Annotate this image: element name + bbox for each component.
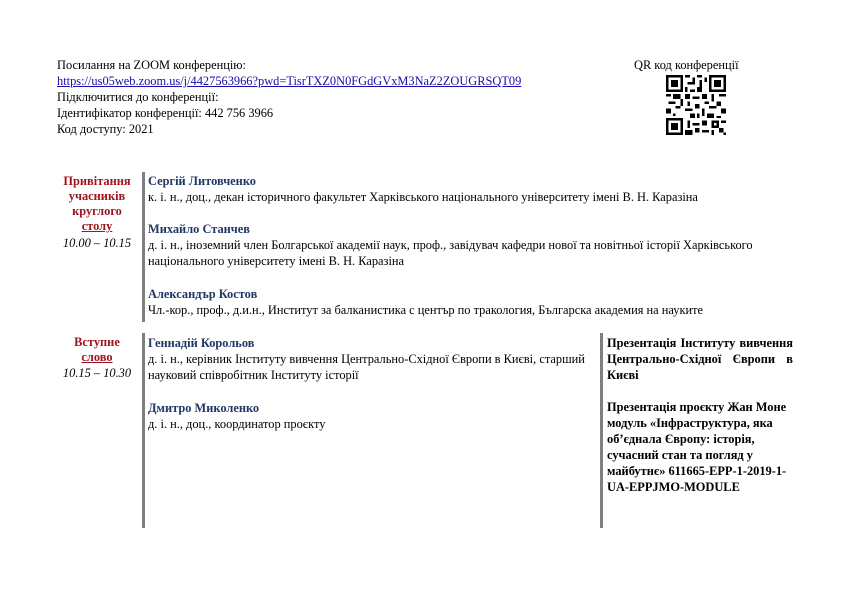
zoom-label: Посилання на ZOOM конференцію:: [57, 58, 246, 72]
speaker-desc: Чл.-кор., проф., д.и.н., Институт за балканистика с център по тракология, Българска академия на науките: [148, 303, 704, 317]
speaker-5: [148, 400, 600, 432]
conference-id: Ідентифікатор конференції: 442 756 3966: [57, 106, 274, 120]
session-1-divider: [142, 172, 145, 322]
session-1-label: Привітання учасників круглого столу: [63, 174, 131, 233]
presentation-project: Презентація проєкту Жан Моне модуль «Інфраструктура, яка об’єднала Європу: історія, сучасний стан та погляд у майбутнє» 611665-EPP-1-2019-1-UA-EPPJMO-MODULE: [607, 400, 787, 494]
speaker-desc: к. і. н., доц., декан історичного факультет Харківського національного університету імені В. Н. Каразіна: [148, 190, 698, 204]
presentation-institute: Презентація Інституту вивчення Центрально-Східної Європи в Києві: [607, 336, 793, 382]
speaker-desc: д. і. н., керівник Інституту вивчення Центрально-Східної Європи в Києві, старший науковий співробітник Інституту історії: [148, 352, 585, 382]
session-2-label: Вступне слово: [74, 335, 120, 364]
speaker-desc: д. і. н., іноземний член Болгарської академії наук, проф., завідувач кафедри нової та новітньої історії Харківського національного університету імені В. Н. Каразіна: [148, 238, 753, 268]
zoom-link[interactable]: https://us05web.zoom.us/j/4427563966?pwd=TisrTXZ0N0FGdGVxM3NaZ2ZOUGRSQT09: [57, 74, 522, 88]
qr-code-icon[interactable]: [666, 75, 726, 135]
speaker-1: [148, 173, 798, 205]
speaker-2: [148, 221, 788, 269]
session-1-time: 10.00 – 10.15: [62, 236, 132, 250]
connect-label: Підключитися до конференції:: [57, 90, 219, 104]
access-code: Код доступу: 2021: [57, 122, 154, 136]
session-2-divider: [142, 333, 145, 528]
speaker-name: Александър Костов: [148, 287, 258, 301]
presentations: [607, 335, 793, 495]
presentation-divider: [600, 333, 603, 528]
zoom-info: [57, 57, 617, 137]
speaker-4: [148, 335, 600, 383]
qr-label: QR код конференції: [634, 58, 739, 72]
speaker-name: Сергій Литовченко: [148, 174, 256, 188]
speaker-3: [148, 286, 808, 318]
speaker-name: Геннадій Корольов: [148, 336, 255, 350]
speaker-name: Михайло Станчев: [148, 222, 250, 236]
speaker-desc: д. і. н., доц., координатор проєкту: [148, 417, 326, 431]
speaker-name: Дмитро Миколенко: [148, 401, 260, 415]
session-2-time: 10.15 – 10.30: [62, 366, 132, 380]
